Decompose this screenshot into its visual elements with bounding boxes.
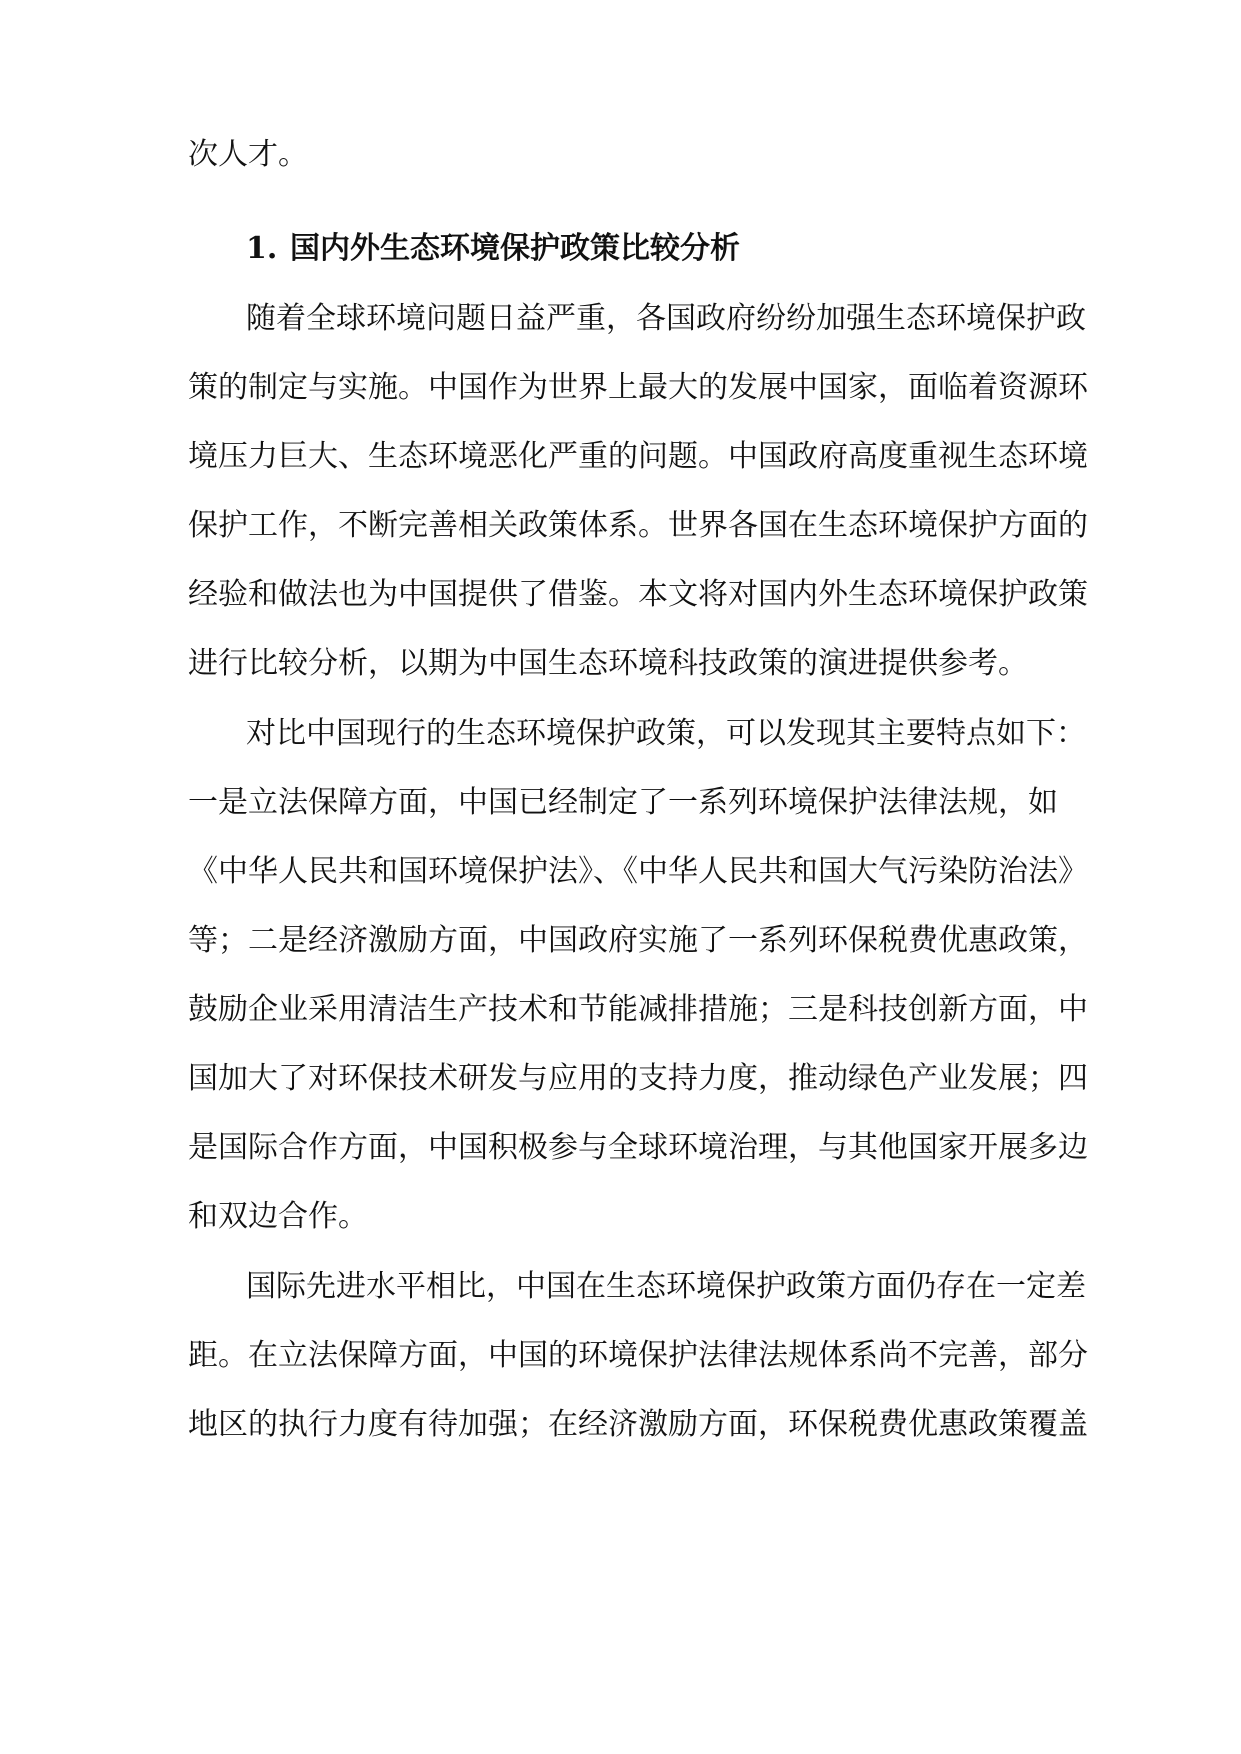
paragraph-2-line-1: 对比中国现行的生态环境保护政策，可以发现其主要特点如下： bbox=[246, 716, 1086, 751]
paragraph-1-line-6: 进行比较分析，以期为中国生态环境科技政策的演进提供参考。 bbox=[188, 646, 1028, 681]
heading-title: 国内外生态环境保护政策比较分析 bbox=[290, 231, 740, 266]
paragraph-1-line-2: 策的制定与实施。中国作为世界上最大的发展中国家，面临着资源环 bbox=[188, 370, 1088, 405]
section-heading bbox=[246, 229, 740, 269]
paragraph-1-line-1: 随着全球环境问题日益严重，各国政府纷纷加强生态环境保护政 bbox=[246, 301, 1086, 336]
paragraph-1-line-4: 保护工作，不断完善相关政策体系。世界各国在生态环境保护方面的 bbox=[188, 508, 1088, 543]
paragraph-1-line-3: 境压力巨大、生态环境恶化严重的问题。中国政府高度重视生态环境 bbox=[188, 439, 1088, 474]
paragraph-2-line-4: 等；二是经济激励方面，中国政府实施了一系列环保税费优惠政策， bbox=[188, 923, 1088, 958]
heading-number: 1. bbox=[246, 231, 278, 266]
paragraph-2-line-5: 鼓励企业采用清洁生产技术和节能减排措施；三是科技创新方面，中 bbox=[188, 992, 1088, 1027]
paragraph-2-line-7: 是国际合作方面，中国积极参与全球环境治理，与其他国家开展多边 bbox=[188, 1130, 1088, 1165]
paragraph-3-line-1: 国际先进水平相比，中国在生态环境保护政策方面仍存在一定差 bbox=[246, 1269, 1086, 1304]
paragraph-1-line-5: 经验和做法也为中国提供了借鉴。本文将对国内外生态环境保护政策 bbox=[188, 577, 1088, 612]
paragraph-2-line-3: 《中华人民共和国环境保护法》、《中华人民共和国大气污染防治法》 bbox=[188, 854, 1088, 889]
paragraph-2-line-8: 和双边合作。 bbox=[188, 1199, 368, 1234]
paragraph-2-line-2: 一是立法保障方面，中国已经制定了一系列环境保护法律法规，如 bbox=[188, 785, 1058, 820]
paragraph-2-line-6: 国加大了对环保技术研发与应用的支持力度，推动绿色产业发展；四 bbox=[188, 1061, 1088, 1096]
text-line: 次人才。 bbox=[188, 137, 308, 172]
paragraph-3-line-2: 距。在立法保障方面，中国的环境保护法律法规体系尚不完善，部分 bbox=[188, 1338, 1088, 1373]
paragraph-3-line-3: 地区的执行力度有待加强；在经济激励方面，环保税费优惠政策覆盖 bbox=[188, 1407, 1088, 1442]
